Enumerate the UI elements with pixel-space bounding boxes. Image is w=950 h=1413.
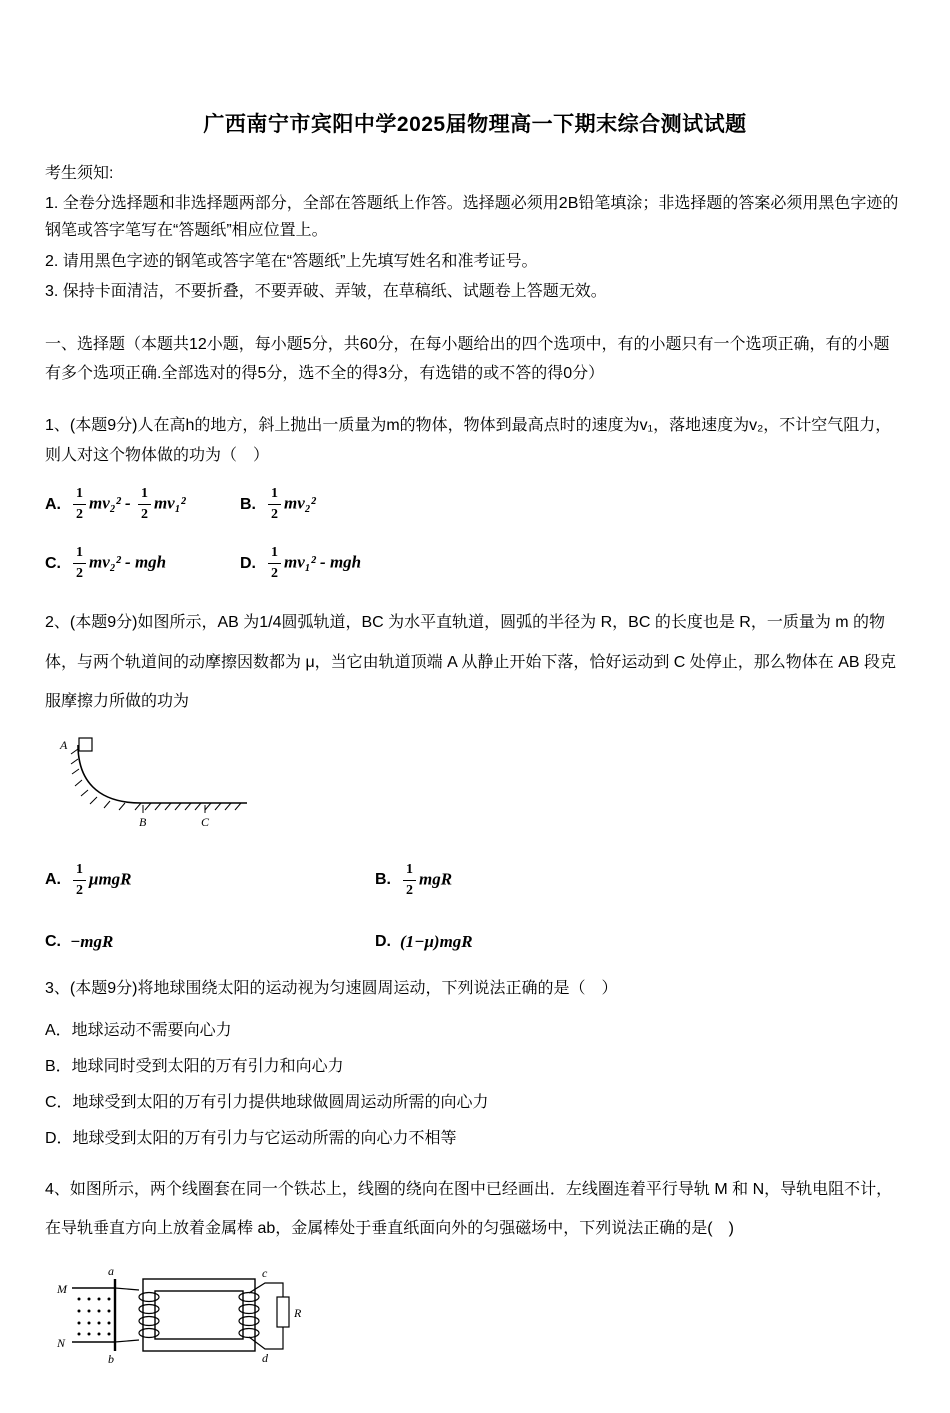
notice-item-2: 2. 请用黑色字迹的钢笔或答字笔在“答题纸”上先填写姓名和准考证号。 bbox=[45, 252, 538, 270]
option-label: D. bbox=[375, 932, 391, 950]
question-2-options bbox=[45, 863, 905, 952]
terminal-d-label: d bbox=[262, 1350, 268, 1365]
option-label: B. bbox=[240, 495, 256, 513]
resistor bbox=[277, 1297, 289, 1327]
option-formula: $\frac{1}{2}$ μmgR bbox=[70, 863, 132, 898]
option-label: A. bbox=[45, 495, 61, 513]
question-2-option-c bbox=[45, 932, 375, 952]
question-1-stem: 1、(本题9分)人在高h的地方，斜上抛出一质量为m的物体，物体到最高点时的速度为v₁，落地速度为v₂，不计空气阻力，则人对这个物体做的功为（ ） bbox=[45, 416, 892, 464]
hatching-marks bbox=[71, 749, 241, 810]
iron-core-outer bbox=[143, 1279, 255, 1351]
right-coil bbox=[239, 1292, 259, 1337]
track-curve bbox=[78, 745, 247, 803]
section-heading: 一、选择题（本题共12小题，每小题5分，共60分，在每小题给出的四个选项中，有的小题只有一个选项正确，有的小题有多个选项正确.全部选对的得5分，选不全的得3分，有选错的或不答的得0分） bbox=[45, 335, 890, 382]
option-label: A. bbox=[45, 871, 61, 889]
notice-item-3: 3. 保持卡面清洁，不要折叠，不要弄破、弄皱，在草稿纸、试题卷上答题无效。 bbox=[45, 282, 607, 300]
option-formula: $\frac{1}{2}$ mv₂² - mgh bbox=[70, 546, 166, 581]
terminal-n-label: N bbox=[57, 1335, 66, 1350]
notice-item-1: 1. 全卷分选择题和非选择题两部分，全部在答题纸上作答。选择题必须用2B铅笔填涂；非选择题的答案必须用黑色字迹的钢笔或答字笔写在“答题纸”相应位置上。 bbox=[45, 195, 899, 240]
left-coil-leads bbox=[115, 1288, 139, 1342]
option-label: C. bbox=[45, 554, 61, 572]
option-formula: $\frac{1}{2}$ mgR bbox=[400, 863, 452, 898]
question-4 bbox=[45, 1170, 905, 1366]
resistor-r-label: R bbox=[294, 1305, 302, 1320]
option-label: B. bbox=[375, 871, 391, 889]
rod-a-label: a bbox=[108, 1263, 114, 1278]
rod-b-label: b bbox=[108, 1351, 114, 1366]
option-formula: (1−μ)mgR bbox=[400, 931, 473, 951]
field-dots bbox=[78, 1297, 111, 1335]
question-1-option-b bbox=[240, 487, 905, 522]
quarter-circle-track-diagram bbox=[55, 735, 265, 835]
question-2-option-a bbox=[45, 863, 375, 898]
question-2-figure bbox=[55, 735, 905, 835]
question-2-option-d bbox=[375, 932, 905, 952]
page-title: 广西南宁市宾阳中学2025届物理高一下期末综合测试试题 bbox=[203, 113, 747, 136]
question-3-option-c: C．地球受到太阳的万有引力提供地球做圆周运动所需的向心力 bbox=[45, 1094, 489, 1112]
notice-section bbox=[45, 160, 905, 305]
terminal-c-label: c bbox=[262, 1265, 268, 1280]
transformer-circuit-diagram bbox=[55, 1263, 307, 1367]
terminal-m-label: M bbox=[57, 1281, 67, 1296]
question-3 bbox=[45, 974, 905, 1148]
question-4-stem: 4、如图所示，两个线圈套在同一个铁芯上，线圈的绕向在图中已经画出．左线圈连着平行导轨 M 和 N，导轨电阻不计，在导轨垂直方向上放着金属棒 ab，金属棒处于垂直纸面向外的匀强磁场中，下列说法正确的是( ) bbox=[45, 1181, 893, 1238]
point-a-label: A bbox=[60, 737, 68, 752]
question-3-option-d: D．地球受到太阳的万有引力与它运动所需的向心力不相等 bbox=[45, 1130, 457, 1148]
question-2-stem: 2、(本题9分)如图所示，AB 为1/4圆弧轨道，BC 为水平直轨道，圆弧的半径为 R，BC 的长度也是 R，一质量为 m 的物体，与两个轨道间的动摩擦因数都为 μ，当它由轨道顶端 A 从静止开始下落，恰好运动到 C 处停止，那么物体在 AB 段克服摩擦力所做的功为 bbox=[45, 614, 897, 710]
iron-core-inner bbox=[155, 1291, 243, 1339]
question-1 bbox=[45, 411, 905, 582]
question-2 bbox=[45, 603, 905, 952]
question-4-figure bbox=[55, 1263, 905, 1367]
question-1-option-a bbox=[45, 487, 240, 522]
question-1-option-d bbox=[240, 546, 905, 581]
point-b-label: B bbox=[139, 814, 147, 829]
question-2-option-b bbox=[375, 863, 905, 898]
option-formula: $\frac{1}{2}$ mv₁² - mgh bbox=[265, 546, 361, 581]
question-3-option-b: B．地球同时受到太阳的万有引力和向心力 bbox=[45, 1058, 344, 1076]
question-1-options bbox=[45, 487, 905, 581]
option-label: C. bbox=[45, 932, 61, 950]
option-label: D. bbox=[240, 554, 256, 572]
question-3-option-a: A．地球运动不需要向心力 bbox=[45, 1022, 232, 1040]
block-icon bbox=[79, 738, 92, 751]
question-1-option-c bbox=[45, 546, 240, 581]
point-c-label: C bbox=[201, 814, 210, 829]
option-formula: −mgR bbox=[70, 931, 114, 951]
option-formula: $\frac{1}{2}$ mv₂² bbox=[265, 487, 316, 522]
notice-heading: 考生须知: bbox=[45, 165, 114, 182]
option-formula: $\frac{1}{2}$ mv₂² - $\frac{1}{2}$ mv₁² bbox=[70, 487, 186, 522]
question-3-stem: 3、(本题9分)将地球围绕太阳的运动视为匀速圆周运动，下列说法正确的是（ ） bbox=[45, 979, 618, 997]
left-coil bbox=[139, 1292, 159, 1337]
